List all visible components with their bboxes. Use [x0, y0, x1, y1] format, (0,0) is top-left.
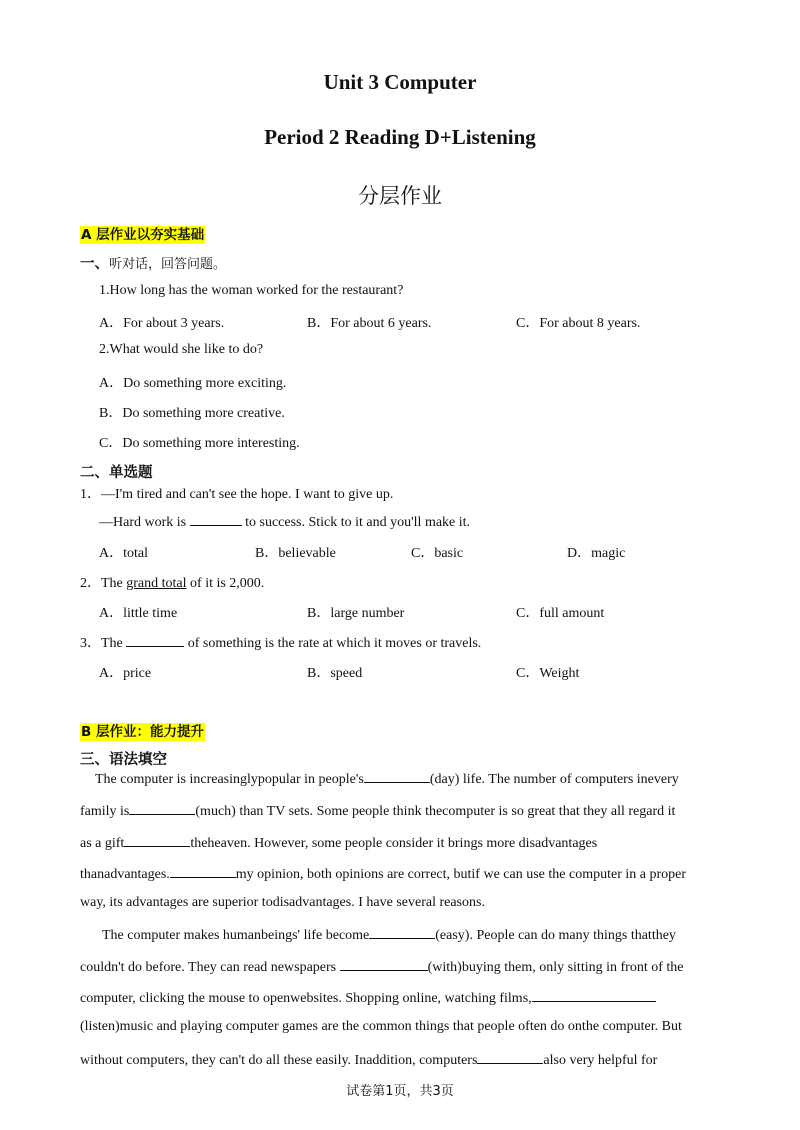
- choice-q1-option-d: D．magic: [567, 546, 626, 561]
- passage-line: family is (much) than TV sets. Some people think thecomputer is so great that they all regard it: [80, 801, 675, 820]
- choice-q3: 3．The of something is the rate at which it moves or travels.: [80, 632, 481, 652]
- period-title: Period 2 Reading D+Listening: [264, 125, 536, 149]
- listening-q1-option-b: B．For about 6 years.: [307, 316, 432, 331]
- passage-line: The computer makes humanbeings' life become (easy). People can do many things thatthey: [102, 925, 676, 944]
- passage-line: way, its advantages are superior todisadvantages. I have several reasons.: [80, 895, 485, 910]
- listening-q2-option-c: C．Do something more interesting.: [99, 436, 300, 451]
- answer-blank[interactable]: [364, 769, 430, 783]
- passage-line: computer, clicking the mouse to openwebsites. Shopping online, watching films,: [80, 988, 656, 1007]
- listening-q1-option-c: C．For about 8 years.: [516, 316, 641, 331]
- passage-line: thanadvantages. my opinion, both opinions are correct, butif we can use the computer in a proper: [80, 864, 686, 883]
- answer-blank[interactable]: [126, 633, 184, 647]
- choice-q1-line1: 1．—I'm tired and can't see the hope. I want to give up.: [80, 487, 394, 502]
- underlined-phrase: grand total: [126, 576, 187, 591]
- page-footer: 试卷第1页，共3页: [346, 1084, 454, 1099]
- choice-q2-option-b: B．large number: [307, 606, 405, 621]
- answer-blank[interactable]: [477, 1050, 543, 1064]
- answer-blank[interactable]: [170, 864, 236, 878]
- choice-q1-option-a: A．total: [99, 546, 148, 561]
- choice-q3-option-c: C．Weight: [516, 666, 580, 681]
- passage-line: (listen)music and playing computer games are the common things that people often do onthe computer. But: [80, 1019, 682, 1034]
- listening-q1-option-a: A．For about 3 years.: [99, 316, 225, 331]
- choice-q2: 2．The grand total of it is 2,000.: [80, 576, 265, 591]
- choice-q3-option-a: A．price: [99, 666, 152, 681]
- section-b-tag: B 层作业：能力提升: [81, 724, 204, 740]
- answer-blank[interactable]: [190, 512, 242, 526]
- passage-line: The computer is increasinglypopular in people's (day) life. The number of computers inevery: [95, 769, 679, 788]
- part2-heading: 二、单选题: [80, 465, 153, 481]
- section-a-tag: A 层作业以夯实基础: [81, 227, 205, 243]
- choice-q2-option-a: A．little time: [99, 606, 178, 621]
- passage-line: without computers, they can't do all these easily. Inaddition, computers also very helpful for: [80, 1050, 657, 1069]
- listening-q2-option-b: B．Do something more creative.: [99, 406, 285, 421]
- answer-blank[interactable]: [129, 801, 195, 815]
- choice-q1-line2: —Hard work is to success. Stick to it and you'll make it.: [99, 512, 470, 531]
- answer-blank[interactable]: [369, 925, 435, 939]
- choice-q2-option-c: C．full amount: [516, 606, 605, 621]
- unit-title: Unit 3 Computer: [323, 70, 477, 94]
- listening-q1: 1.How long has the woman worked for the restaurant?: [99, 283, 404, 298]
- listening-q2-option-a: A．Do something more exciting.: [99, 376, 287, 391]
- answer-blank[interactable]: [340, 957, 428, 971]
- part3-heading: 三、语法填空: [80, 752, 167, 768]
- answer-blank[interactable]: [532, 988, 656, 1002]
- listening-q2: 2.What would she like to do?: [99, 342, 264, 357]
- choice-q1-option-b: B．believable: [255, 546, 336, 561]
- passage-line: couldn't do before. They can read newspapers (with)buying them, only sitting in front of the: [80, 957, 683, 976]
- answer-blank[interactable]: [124, 833, 190, 847]
- heading-cn: 分层作业: [358, 184, 442, 208]
- choice-q1-option-c: C．basic: [411, 546, 464, 561]
- choice-q3-option-b: B．speed: [307, 666, 363, 681]
- passage-line: as a gift theheaven. However, some people consider it brings more disadvantages: [80, 833, 597, 852]
- part1-heading: 一、听对话，回答问题。: [80, 256, 227, 272]
